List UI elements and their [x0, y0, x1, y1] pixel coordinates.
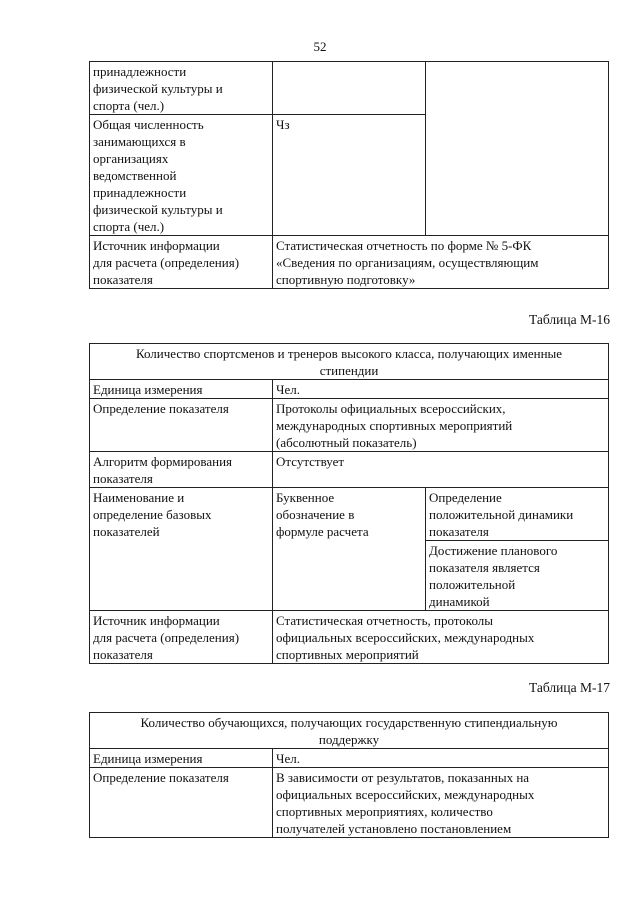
cell-line: для расчета (определения)	[93, 255, 240, 270]
cell-line: принадлежности	[93, 185, 187, 200]
table-cell	[273, 749, 609, 768]
table-cell	[273, 236, 609, 289]
cell-line: формуле расчета	[276, 524, 369, 539]
table-title	[90, 713, 609, 749]
cell-line: поддержку	[318, 732, 380, 747]
cell-line: положительной	[429, 577, 516, 592]
cell-line: Наименование и	[93, 490, 185, 505]
cell-line: международных спортивных мероприятий	[276, 418, 513, 433]
cell-line: Протоколы официальных всероссийских,	[276, 401, 506, 416]
cell-line: спортивную подготовку»	[276, 272, 416, 287]
cell-line: Алгоритм формирования	[93, 454, 233, 469]
cell-line: динамикой	[429, 594, 490, 609]
cell-line: определение базовых	[93, 507, 212, 522]
table-row	[90, 380, 609, 399]
table-cell	[426, 541, 609, 611]
cell-line: показателей	[93, 524, 160, 539]
cell-line: «Сведения по организациям, осуществляющим	[276, 255, 539, 270]
cell-line: Количество обучающихся, получающих государственную стипендиальную	[140, 715, 558, 730]
cell-line: для расчета (определения)	[93, 630, 240, 645]
cell-line: показателя	[93, 272, 153, 287]
cell-line: получателей установлено постановлением	[276, 821, 512, 836]
table-m17	[89, 712, 609, 838]
table-cell	[426, 488, 609, 541]
table-cell	[90, 749, 273, 768]
cell-line: Чел.	[276, 382, 300, 397]
cell-line: Определение показателя	[93, 770, 229, 785]
cell-line: (абсолютный показатель)	[276, 435, 417, 450]
cell-line: показателя	[93, 471, 153, 486]
cell-line: спорта (чел.)	[93, 98, 165, 113]
cell-line: официальных всероссийских, международных	[276, 787, 535, 802]
table-cell	[273, 380, 609, 399]
cell-line: положительной динамики	[429, 507, 574, 522]
table-cell	[273, 452, 609, 488]
table-row	[90, 452, 609, 488]
table-row	[90, 399, 609, 452]
cell-line: Источник информации	[93, 238, 220, 253]
table-caption: Таблица М-16	[529, 312, 610, 327]
table-row	[90, 768, 609, 838]
page-number: 52	[313, 39, 327, 54]
table-row	[90, 236, 609, 289]
table-cell	[90, 768, 273, 838]
cell-line: Буквенное	[276, 490, 335, 505]
table-caption: Таблица М-17	[529, 680, 610, 695]
table-title	[90, 344, 609, 380]
cell-line: Статистическая отчетность по форме № 5-ФК	[276, 238, 532, 253]
table-row	[90, 611, 609, 664]
cell-line: занимающихся в	[93, 134, 186, 149]
cell-line: Чз	[276, 117, 290, 132]
table-cell	[90, 115, 273, 236]
cell-line: принадлежности	[93, 64, 187, 79]
table-cell	[90, 62, 273, 115]
table-row	[90, 488, 609, 541]
table-cell	[90, 611, 273, 664]
table-cell	[90, 236, 273, 289]
cell-line: спортивных мероприятиях, количество	[276, 804, 493, 819]
cell-line: Определение	[429, 490, 502, 505]
table-cell	[273, 115, 426, 236]
table-cell	[90, 452, 273, 488]
cell-line: показателя является	[429, 560, 540, 575]
cell-line: Единица измерения	[93, 751, 203, 766]
cell-line: Достижение планового	[429, 543, 558, 558]
cell-line: В зависимости от результатов, показанных на	[276, 770, 530, 785]
table-cell	[90, 399, 273, 452]
table-row	[90, 62, 609, 115]
cell-line: спортивных мероприятий	[276, 647, 419, 662]
table-cell	[90, 488, 273, 611]
cell-line: Единица измерения	[93, 382, 203, 397]
cell-line: ведомственной	[93, 168, 177, 183]
cell-line: Определение показателя	[93, 401, 229, 416]
cell-line: показателя	[429, 524, 489, 539]
cell-line: физической культуры и	[93, 202, 223, 217]
table-cell	[273, 488, 426, 611]
cell-line: стипендии	[319, 363, 379, 378]
cell-line: обозначение в	[276, 507, 355, 522]
table-header-row	[90, 344, 609, 380]
cell-line: спорта (чел.)	[93, 219, 165, 234]
table-cell	[273, 399, 609, 452]
cell-line: Чел.	[276, 751, 300, 766]
cell-line: Источник информации	[93, 613, 220, 628]
table-row	[90, 749, 609, 768]
table-continuation	[89, 61, 609, 289]
cell-line: Общая численность	[93, 117, 204, 132]
table-cell	[273, 768, 609, 838]
cell-line: Статистическая отчетность, протоколы	[276, 613, 494, 628]
cell-line: официальных всероссийских, международных	[276, 630, 535, 645]
table-cell-empty	[273, 62, 426, 115]
table-cell	[273, 611, 609, 664]
cell-line: организациях	[93, 151, 169, 166]
cell-line: Количество спортсменов и тренеров высокого класса, получающих именные	[135, 346, 563, 361]
cell-line: показателя	[93, 647, 153, 662]
table-m16	[89, 343, 609, 664]
cell-line: Отсутствует	[276, 454, 345, 469]
table-cell	[90, 380, 273, 399]
table-cell-empty	[426, 62, 609, 236]
table-header-row	[90, 713, 609, 749]
cell-line: физической культуры и	[93, 81, 223, 96]
